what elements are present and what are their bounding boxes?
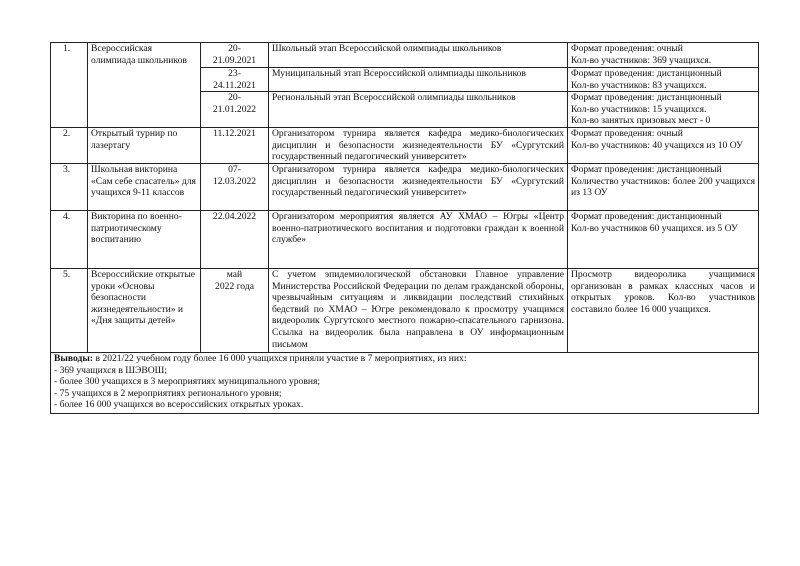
event-description: Организатором турнира является кафедра медико-биологических дисциплин и безопасности жизнедеятельности БУ «Сургутский государственный педагогический университет» <box>269 163 568 210</box>
document-page <box>50 42 758 414</box>
event-date: май 2022 года <box>201 268 269 352</box>
table-row <box>51 43 759 68</box>
row-number: 2. <box>51 127 88 163</box>
event-name: Открытый турнир по лазертагу <box>88 127 201 163</box>
event-date: 20- 21.09.2021 <box>201 43 269 68</box>
event-date: 22.04.2022 <box>201 210 269 268</box>
row-number: 4. <box>51 210 88 268</box>
event-date: 20- 21.01.2022 <box>201 92 269 128</box>
event-description: Региональный этап Всероссийской олимпиады школьников <box>269 92 568 128</box>
event-date: 23- 24.11.2021 <box>201 68 269 92</box>
summary-cell <box>51 352 759 413</box>
event-date: 11.12.2021 <box>201 127 269 163</box>
table-row <box>51 268 759 352</box>
row-number: 1. <box>51 43 88 128</box>
row-number: 3. <box>51 163 88 210</box>
row-number: 5. <box>51 268 88 352</box>
summary-intro: Выводы: в 2021/22 учебном году более 16 000 учащихся приняли участие в 7 мероприятиях, из них: <box>54 352 467 364</box>
table-row <box>51 163 759 210</box>
event-name: Викторина по военно-патриотическому воспитанию <box>88 210 201 268</box>
table-row <box>51 210 759 268</box>
event-name: Всероссийская олимпиада школьников <box>88 43 201 128</box>
table-row <box>51 127 759 163</box>
event-result: Формат проведения: очный Кол-во участников: 40 учащихся из 10 ОУ <box>568 127 759 163</box>
event-result: Формат проведения: очный Кол-во участников: 369 учащихся. <box>568 43 759 68</box>
event-description: Муниципальный этап Всероссийской олимпиады школьников <box>269 68 568 92</box>
summary-item: - более 300 учащихся в 3 мероприятиях муниципального уровня; <box>54 376 321 388</box>
event-name: Всероссийские открытые уроки «Основы безопасности жизнедеятельности» и «Дня защиты детей» <box>88 268 201 352</box>
summary-label: Выводы: <box>54 352 94 364</box>
event-description: Организатором турнира является кафедра медико-биологических дисциплин и безопасности жизнедеятельности БУ «Сургутский государственный педагогический университет» <box>269 127 568 163</box>
event-name: Школьная викторина «Сам себе спасатель» для учащихся 9-11 классов <box>88 163 201 210</box>
event-description: С учетом эпидемиологической обстановки Главное управление Министерства Российской Федерации по делам гражданской обороны, чрезвычайным ситуациям и ликвидации последствий стихийных бедствий по ХМАО – Югре рекомендовало к просмотру учащимся видеоролик Сургутского местного пожарно-спасательного гарнизона. Ссылка на видеоролик была направлена в ОУ информационным письмом <box>269 268 568 352</box>
summary-item: - более 16 000 учащихся во всероссийских открытых уроках. <box>54 399 304 411</box>
summary-item: - 75 учащихся в 2 мероприятиях регионального уровня; <box>54 387 282 399</box>
event-result: Формат проведения: дистанционный Количество участников: более 200 учащихся из 13 ОУ <box>568 163 759 210</box>
event-result: Формат проведения: дистанционный Кол-во участников: 83 учащихся. <box>568 68 759 92</box>
event-result: Просмотр видеоролика учащимися организован в рамках классных часов и открытых уроков. Кол-во участников составило более 16 000 учащихся. <box>568 268 759 352</box>
event-description: Организатором мероприятия является АУ ХМАО – Югры «Центр военно-патриотического воспитания и подготовки граждан к военной службе» <box>269 210 568 268</box>
summary-item: - 369 учащихся в ШЭВОШ; <box>54 364 167 376</box>
events-table <box>50 42 759 414</box>
event-result: Формат проведения: дистанционный Кол-во участников 60 учащихся. из 5 ОУ <box>568 210 759 268</box>
event-date: 07- 12.03.2022 <box>201 163 269 210</box>
event-description: Школьный этап Всероссийской олимпиады школьников <box>269 43 568 68</box>
event-result: Формат проведения: дистанционный Кол-во участников: 15 учащихся. Кол-во занятых призовых мест - 0 <box>568 92 759 128</box>
summary-row <box>51 352 759 413</box>
